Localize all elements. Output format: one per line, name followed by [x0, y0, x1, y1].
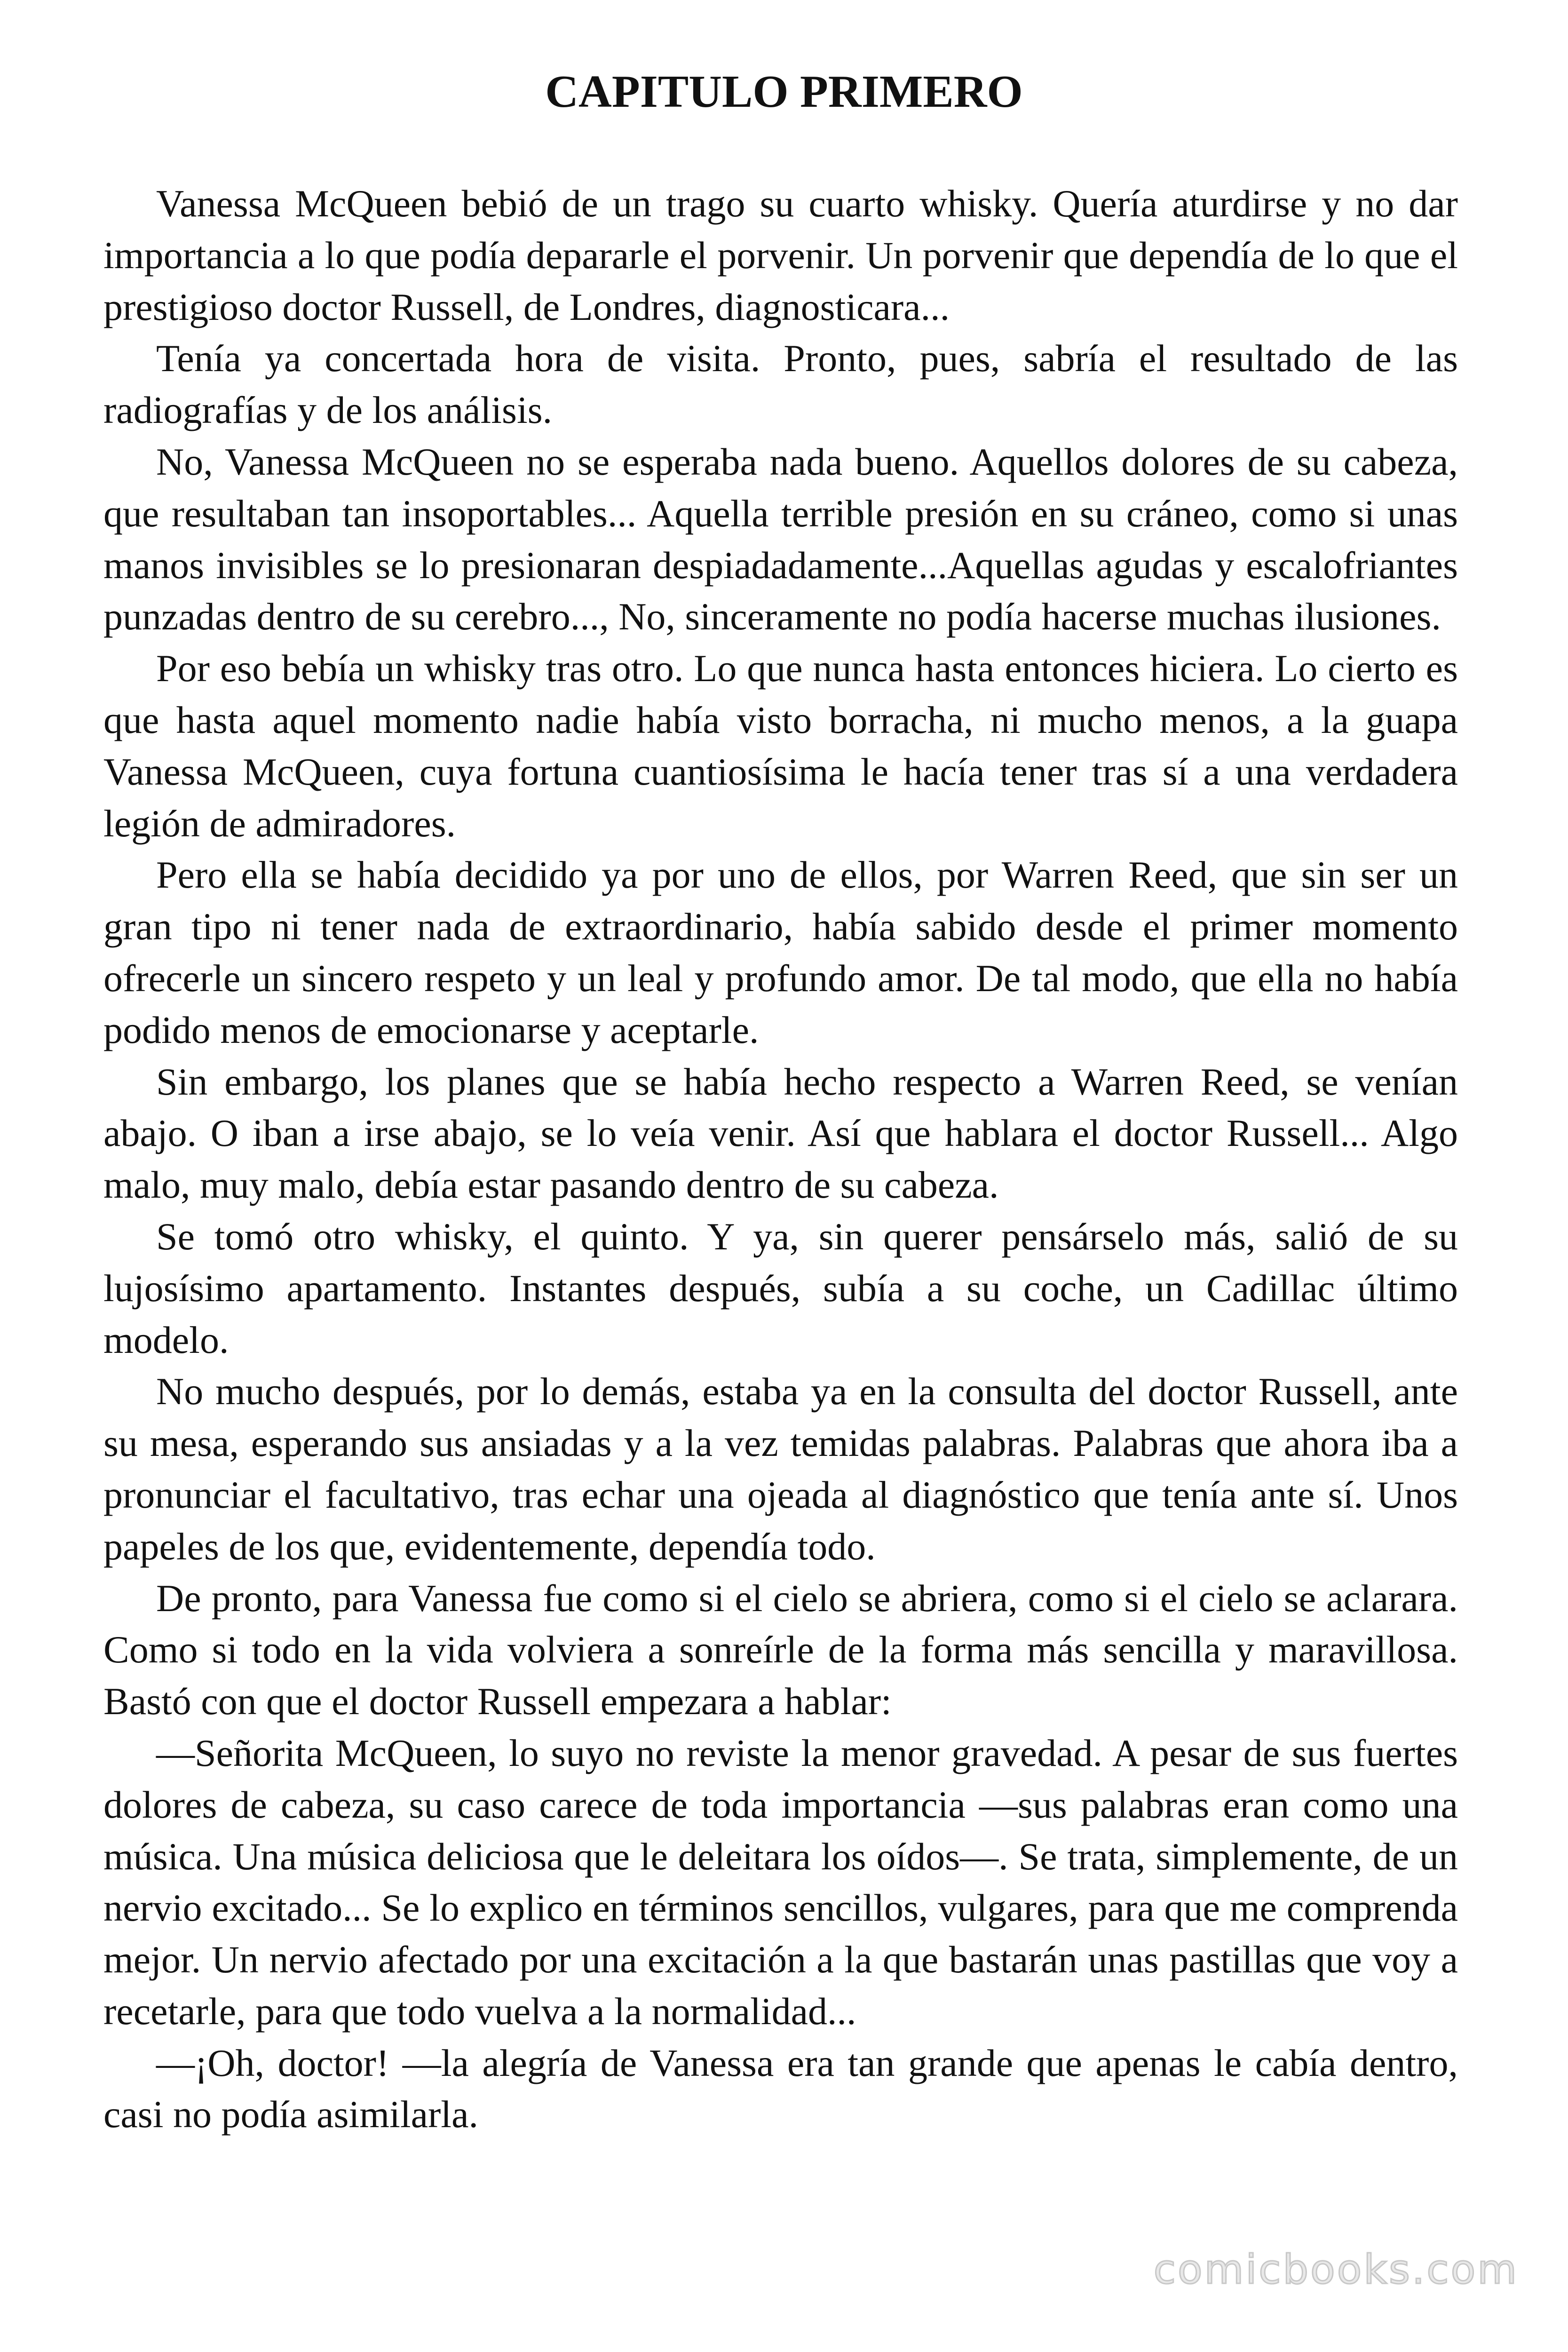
paragraph-10: —Señorita McQueen, lo suyo no reviste la menor gravedad. A pesar de sus fuertes dolores de cabeza, su caso carece de toda importancia —sus palabras eran como una música. Una música deliciosa que le deleitara los oídos—. Se trata, simplemente, de un nervio excitado... Se lo explico en términos sencillos, vulgares, para que me comprenda mejor. Un nervio afectado por una excitación a la que bastarán unas pastillas que voy a recetarle, para que todo vuelva a la normalidad... — [103, 1731, 1458, 2033]
paragraph-9: De pronto, para Vanessa fue como si el cielo se abriera, como si el cielo se aclarara. Como si todo en la vida volviera a sonreírle de la forma más sencilla y maravillosa. Bastó con que el doctor Russell empezara a hablar: — [103, 1576, 1458, 1723]
chapter-title: CAPITULO PRIMERO — [545, 66, 1023, 117]
paragraph-3: No, Vanessa McQueen no se esperaba nada bueno. Aquellos dolores de su cabeza, que resultaban tan insoportables... Aquella terrible presión en su cráneo, como si unas manos invisibles se lo presionaran despiadadamente...Aquellas agudas y escalofriantes punzadas dentro de su cerebro..., No, sinceramente no podía hacerse muchas ilusiones. — [103, 440, 1458, 638]
paragraph-2: Tenía ya concertada hora de visita. Pronto, pues, sabría el resultado de las radiografías y de los análisis. — [103, 337, 1458, 432]
paragraph-8: No mucho después, por lo demás, estaba ya en la consulta del doctor Russell, ante su mesa, esperando sus ansiadas y a la vez temidas palabras. Palabras que ahora iba a pronunciar el facultativo, tras echar una ojeada al diagnóstico que tenía ante sí. Unos papeles de los que, evidentemente, dependía todo. — [103, 1370, 1458, 1568]
paragraph-4: Por eso bebía un whisky tras otro. Lo que nunca hasta entonces hiciera. Lo cierto es que hasta aquel momento nadie había visto borracha, ni mucho menos, a la guapa Vanessa McQueen, cuya fortuna cuantiosísima le hacía tener tras sí a una verdadera legión de admiradores. — [103, 647, 1458, 845]
watermark: comicbooks.com — [1153, 2246, 1519, 2293]
paragraph-7: Se tomó otro whisky, el quinto. Y ya, sin querer pensárselo más, salió de su lujosísimo apartamento. Instantes después, subía a su coche, un Cadillac último modelo. — [103, 1215, 1458, 1361]
paragraph-11: —¡Oh, doctor! —la alegría de Vanessa era tan grande que apenas le cabía dentro, casi no podía asimilarla. — [103, 2041, 1458, 2136]
chapter-body — [103, 178, 1458, 2140]
paragraph-1: Vanessa McQueen bebió de un trago su cuarto whisky. Quería aturdirse y no dar importancia a lo que podía depararle el porvenir. Un porvenir que dependía de lo que el prestigioso doctor Russell, de Londres, diagnosticara... — [103, 182, 1458, 328]
paragraph-5: Pero ella se había decidido ya por uno de ellos, por Warren Reed, que sin ser un gran tipo ni tener nada de extraordinario, había sabido desde el primer momento ofrecerle un sincero respeto y un leal y profundo amor. De tal modo, que ella no había podido menos de emocionarse y aceptarle. — [103, 853, 1458, 1051]
paragraph-6: Sin embargo, los planes que se había hecho respecto a Warren Reed, se venían abajo. O iban a irse abajo, se lo veía venir. Así que hablara el doctor Russell... Algo malo, muy malo, debía estar pasando dentro de su cabeza. — [103, 1060, 1458, 1207]
